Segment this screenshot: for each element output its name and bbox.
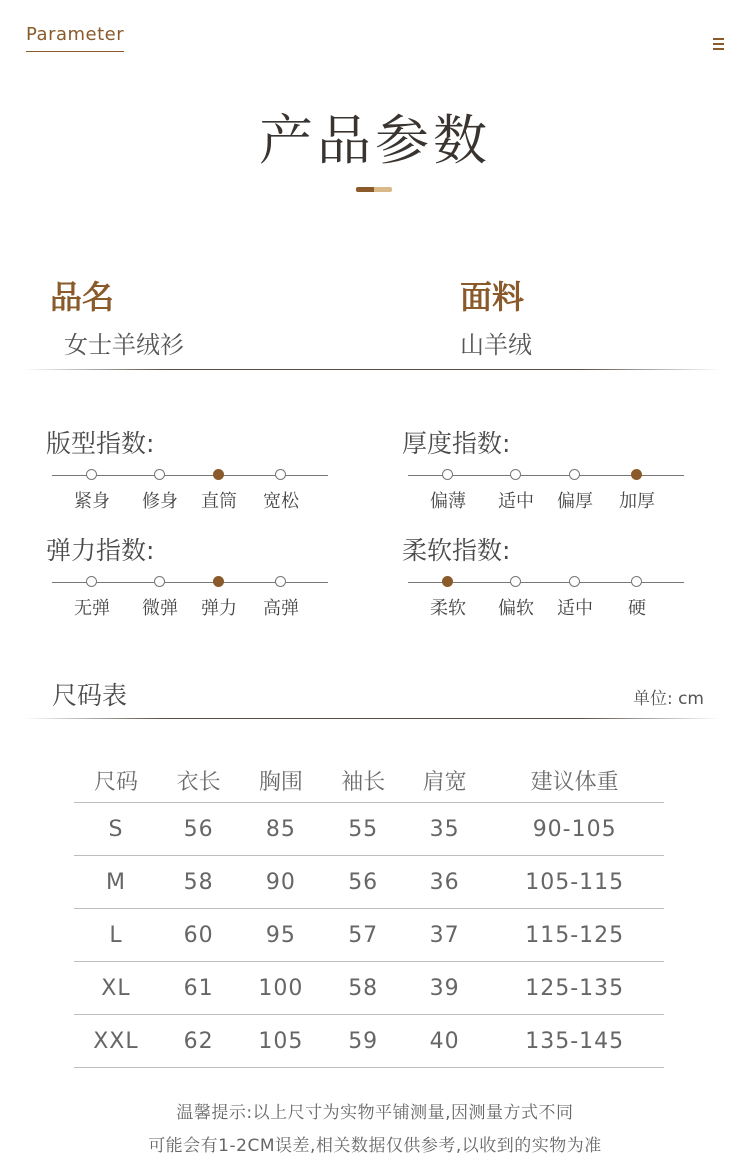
size-cell: 55 xyxy=(322,803,403,856)
page-title: 产品参数 xyxy=(259,109,491,172)
size-cell: L xyxy=(74,909,158,962)
scale-label: 宽松 xyxy=(263,491,299,512)
size-header-cell: 尺码 xyxy=(93,769,138,795)
size-cell: 58 xyxy=(158,856,239,909)
scale-dot xyxy=(275,469,286,480)
size-chart-title: 尺码表 xyxy=(52,681,128,710)
size-cell: M xyxy=(74,856,158,909)
size-table-header xyxy=(74,758,664,803)
size-cell: 56 xyxy=(158,803,239,856)
scale-label: 微弹 xyxy=(142,598,178,619)
size-divider xyxy=(24,718,720,719)
size-cell: 59 xyxy=(322,1015,403,1068)
thickness-index-scale xyxy=(408,467,684,517)
scale-label: 适中 xyxy=(498,491,534,512)
size-cell: 60 xyxy=(158,909,239,962)
size-cell: 36 xyxy=(404,856,485,909)
size-header-cell: 胸围 xyxy=(258,769,303,795)
scale-label: 高弹 xyxy=(263,598,299,619)
size-cell: 40 xyxy=(404,1015,485,1068)
product-name-label: 品名 xyxy=(50,278,115,316)
size-cell: 105 xyxy=(239,1015,322,1068)
scale-label: 修身 xyxy=(142,491,178,512)
size-cell: 115-125 xyxy=(485,909,664,962)
product-name-value: 女士羊绒衫 xyxy=(64,331,184,359)
size-cell: 135-145 xyxy=(485,1015,664,1068)
note-line-2: 可能会有1-2CM误差,相关数据仅供参考,以收到的实物为准 xyxy=(148,1136,602,1156)
size-header-cell: 袖长 xyxy=(341,769,386,795)
size-header-cell: 肩宽 xyxy=(422,769,467,795)
table-row xyxy=(74,962,664,1015)
size-cell: 105-115 xyxy=(485,856,664,909)
title-underline xyxy=(356,187,392,192)
size-cell: S xyxy=(74,803,158,856)
size-cell: 37 xyxy=(404,909,485,962)
table-row xyxy=(74,909,664,962)
scale-label: 无弹 xyxy=(74,598,110,619)
size-cell: 61 xyxy=(158,962,239,1015)
size-cell: 90-105 xyxy=(485,803,664,856)
scale-dot-selected xyxy=(213,469,224,480)
scale-dot-selected xyxy=(442,576,453,587)
scale-label: 直筒 xyxy=(201,491,237,512)
scale-label: 弹力 xyxy=(201,598,237,619)
size-cell: 35 xyxy=(404,803,485,856)
size-cell: 100 xyxy=(239,962,322,1015)
size-cell: 56 xyxy=(322,856,403,909)
scale-dot xyxy=(86,469,97,480)
scale-dot xyxy=(510,576,521,587)
size-cell: XL xyxy=(74,962,158,1015)
scale-dot xyxy=(154,576,165,587)
scale-dot xyxy=(569,469,580,480)
thickness-index-title: 厚度指数: xyxy=(402,429,511,458)
size-table xyxy=(74,758,664,1068)
size-header-cell: 衣长 xyxy=(176,769,221,795)
size-cell: 125-135 xyxy=(485,962,664,1015)
softness-index-title: 柔软指数: xyxy=(402,536,511,565)
size-cell: 90 xyxy=(239,856,322,909)
fit-index-scale xyxy=(52,467,328,517)
note-line-1: 温馨提示:以上尺寸为实物平铺测量,因测量方式不同 xyxy=(176,1103,574,1123)
scale-dot xyxy=(86,576,97,587)
table-row xyxy=(74,803,664,856)
stretch-index-scale xyxy=(52,574,328,624)
size-cell: 62 xyxy=(158,1015,239,1068)
size-cell: 95 xyxy=(239,909,322,962)
scale-label: 硬 xyxy=(628,598,646,619)
table-row xyxy=(74,856,664,909)
scale-label: 偏厚 xyxy=(557,491,593,512)
scale-label: 加厚 xyxy=(619,491,655,512)
scale-label: 紧身 xyxy=(74,491,110,512)
scale-label: 柔软 xyxy=(430,598,466,619)
size-cell: 57 xyxy=(322,909,403,962)
scale-dot-selected xyxy=(213,576,224,587)
scale-dot xyxy=(154,469,165,480)
scale-dot xyxy=(442,469,453,480)
size-cell: 39 xyxy=(404,962,485,1015)
softness-index-scale xyxy=(408,574,684,624)
fabric-label: 面料 xyxy=(460,278,525,316)
scale-label: 适中 xyxy=(557,598,593,619)
info-divider xyxy=(24,369,720,370)
size-cell: 58 xyxy=(322,962,403,1015)
menu-icon[interactable] xyxy=(713,38,724,53)
scale-dot-selected xyxy=(631,469,642,480)
size-cell: 85 xyxy=(239,803,322,856)
scale-dot xyxy=(510,469,521,480)
stretch-index-title: 弹力指数: xyxy=(46,536,155,565)
size-unit: 单位: cm xyxy=(632,689,704,709)
table-row xyxy=(74,1015,664,1068)
scale-dot xyxy=(569,576,580,587)
fabric-value: 山羊绒 xyxy=(460,331,532,359)
size-header-cell: 建议体重 xyxy=(530,769,619,795)
scale-dot xyxy=(631,576,642,587)
scale-label: 偏软 xyxy=(498,598,534,619)
scale-dot xyxy=(275,576,286,587)
parameter-tag: Parameter xyxy=(26,24,124,52)
scale-label: 偏薄 xyxy=(430,491,466,512)
fit-index-title: 版型指数: xyxy=(46,429,155,458)
size-cell: XXL xyxy=(74,1015,158,1068)
